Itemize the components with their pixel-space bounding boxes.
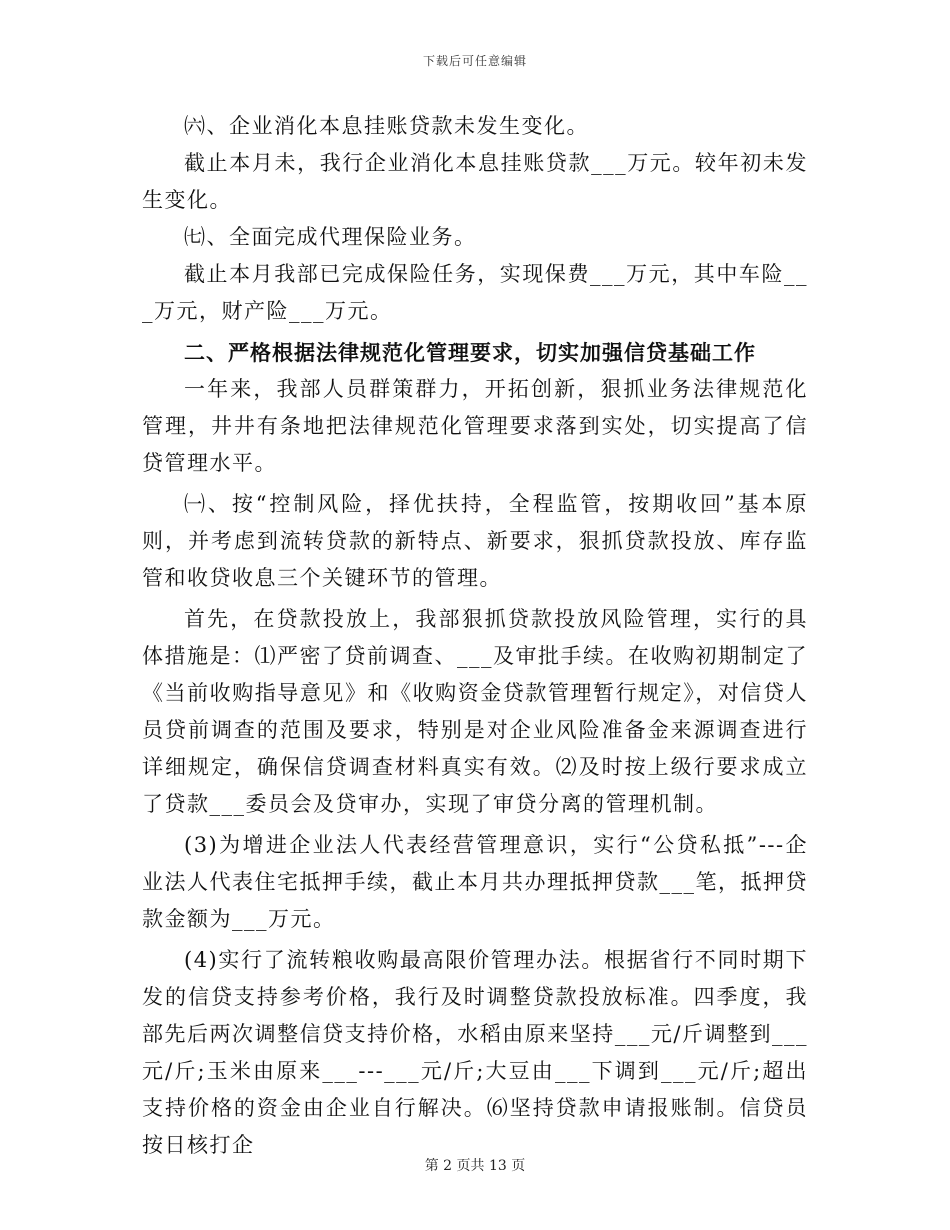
paragraph-section-6-title: ㈥、企业消化本息挂账贷款未发生变化。 [184, 114, 589, 138]
paragraph-loan-issuance: 首先，在贷款投放上，我部狠抓贷款投放风险管理，实行的具体措施是：⑴严密了贷前调查、___及审批手续。在收购初期制定了《当前收购指导意见》和《收购资金贷款管理暂行规定》，对信贷人员贷前调查的范围及要求，特别是对企业风险准备金来源调查进行详细规定，确保信贷调查材料真实有效。⑵及时按上级行要求成立了贷款___委员会及贷审办，实现了审贷分离的管理机制。 [142, 607, 808, 816]
paragraph-section-7-title: ㈦、全面完成代理保险业务。 [184, 225, 477, 249]
page-header: 下载后可任意编辑 [422, 54, 527, 68]
page-footer: 第 2 页共 13 页 [424, 1158, 526, 1174]
paragraph-section-6-body: 截止本月未，我行企业消化本息挂账贷款___万元。较年初未发生变化。 [142, 151, 808, 212]
document-body [142, 108, 808, 1164]
paragraph-subsection-1: ㈠、按“控制风险，择优扶持，全程监管，按期收回”基本原则，并考虑到流转贷款的新特点、新要求，狠抓贷款投放、库存监管和收贷收息三个关键环节的管理。 [142, 492, 808, 590]
paragraph-item-3: (3)为增进企业法人代表经营管理意识，实行“公贷私抵”---企业法人代表住宅抵押手续，截止本月共办理抵押贷款___笔，抵押贷款金额为___万元。 [142, 833, 808, 931]
paragraph-part-2-intro: 一年来，我部人员群策群力，开拓创新，狠抓业务法律规范化管理，井井有条地把法律规范化管理要求落到实处，切实提高了信贷管理水平。 [142, 377, 808, 475]
paragraph-item-4: (4)实行了流转粮收购最高限价管理办法。根据省行不同时期下发的信贷支持参考价格，我行及时调整贷款投放标准。四季度，我部先后两次调整信贷支持价格，水稻由原来坚持___元/斤调整到___元/斤;玉米由原来___---___元/斤;大豆由___下调到___元/斤;超出支持价格的资金由企业自行解决。⑹坚持贷款申请报账制。信贷员按日核打企 [142, 948, 808, 1157]
heading-part-2: 二、严格根据法律规范化管理要求，切实加强信贷基础工作 [184, 340, 756, 365]
paragraph-section-7-body: 截止本月我部已完成保险任务，实现保费___万元，其中车险___万元，财产险___万元。 [142, 262, 808, 323]
